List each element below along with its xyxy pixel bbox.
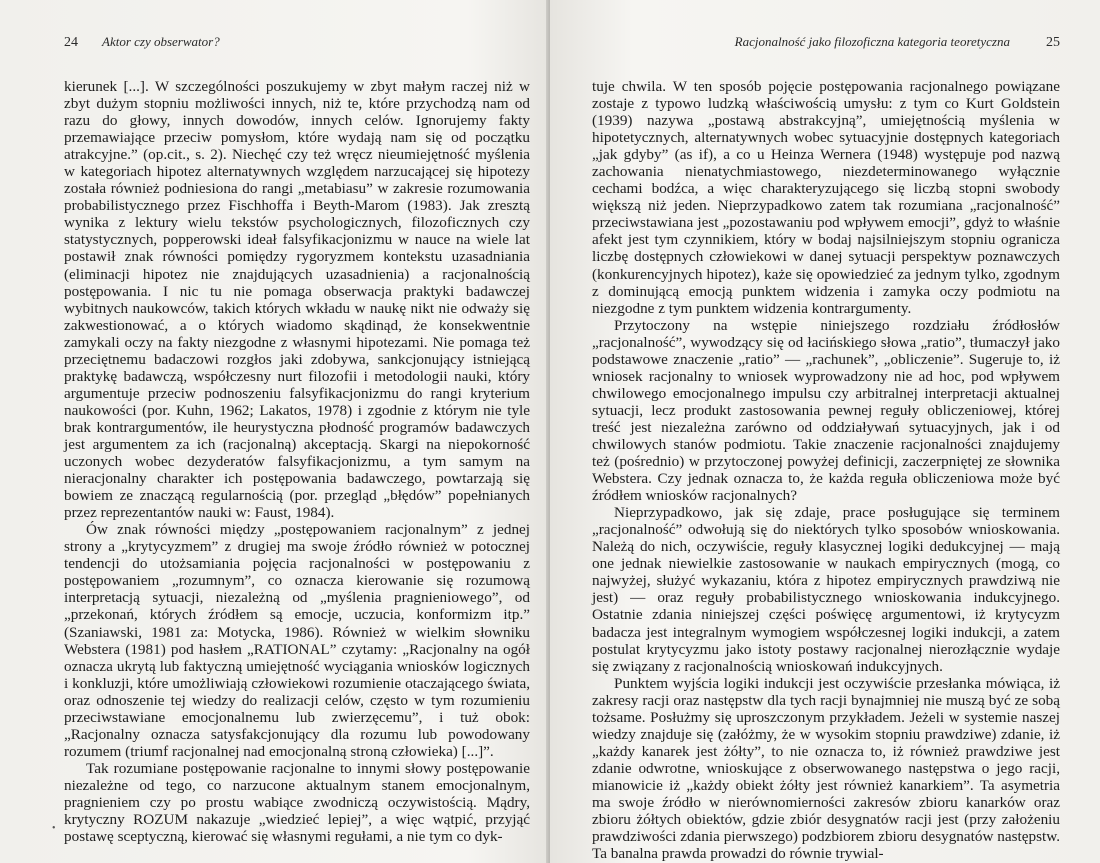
paragraph: Przytoczony na wstępie niniejszego rozdziału źródłosłów „racjonalność”, wywodzący się od łacińskiego słowa „ratio”, tłumaczył jako podstawowe znaczenie „ratio” — „rachunek”, „obliczenie”. Sugeruje to, iż wniosek racjonalny to wniosek wyprowadzony nie ad hoc, pod wpływem chwilowego emocjonalnego impulsu czy arbitralnej interpretacji aktualnej sytuacji, lecz produkt zastosowania pewnej reguły obliczeniowej, której treść jest niezależna zarówno od oddziaływań sytuacyjnych, jak i od chwilowych stanów podmiotu. Takie znaczenie racjonalności znajdujemy też (pośrednio) w przytoczonej powyżej definicji, zaczerpniętej ze słownika Webstera. Czy jednak oznacza to, że każda reguła obliczeniowa może być źródłem wniosków racjonalnych? bbox=[592, 316, 1060, 505]
paragraph: Nieprzypadkowo, jak się zdaje, prace posługujące się terminem „racjonalność” odwołują się do niektórych tylko sposobów wnioskowania. Należą do nich, oczywiście, reguły klasycznej logiki dedukcyjnej — mają one jednak niewielkie zastosowanie w naukach empirycznych (mogą, co najwyżej, służyć wykazaniu, która z hipotez empirycznych prawdziwą nie jest) — oraz reguły probabilistycznego wnioskowania indukcyjnego. Ostatnie zdania niniejszej części poświęcę argumentowi, iż krytycyzm badacza jest integralnym wymogiem współczesnej logiki indukcji, a zatem postulat krytycyzmu jako istoty postawy racjonalnej nierozłącznie wydaje się związany z racjonalnością wnioskowań indukcyjnych. bbox=[592, 504, 1060, 675]
page-number: 25 bbox=[1046, 35, 1060, 50]
right-page-body bbox=[592, 78, 1060, 862]
right-page-header bbox=[592, 34, 1060, 64]
paragraph: Ów znak równości między „postępowaniem racjonalnym” z jednej strony a „krytycyzmem” z drugiej ma swoje źródło również w potocznej tendencji do utożsamiania pojęcia racjonalności w postępowaniu z postępowaniem „rozumnym”, co oznacza kierowanie się rozumową interpretacją sytuacji, niezależną od „myślenia pragnieniowego”, od „przekonań, których źródłem są emocje, uczucia, konformizm itp.” (Szaniawski, 1981 za: Motycka, 1986). Również w wielkim słowniku Webstera (1981) pod hasłem „RATIONAL” czytamy: „Racjonalny na ogół oznacza ukrytą lub faktyczną umiejętność wyciągania wniosków logicznych i konkluzji, które umożliwiają człowiekowi rozumienie otaczającego świata, oraz odnoszenie tej wiedzy do realizacji celów, często w tym rozumieniu przeciwstawiane emocjonalnemu lub zwierzęcemu”, i tuż obok: „Racjonalny oznacza satysfakcjonujący dla rozumu lub powodowany rozumem (triumf racjonalnej nad emocjonalną stroną człowieka) [...]”. bbox=[64, 521, 530, 760]
paragraph: kierunek [...]. W szczególności poszukujemy w zbyt małym raczej niż w zbyt dużym stopniu możliwości innych, niż te, które przychodzą nam od razu do głowy, innych dowodów, innych celów. Ignorujemy fakty przemawiające przeciw pomysłom, które wydają nam się od początku atrakcyjne.” (op.cit., s. 2). Niechęć czy też wręcz nieumiejętność myślenia w kategoriach hipotez alternatywnych względem narzucającej się hipotezy została również podniesiona do rangi „metabiasu” w zakresie rozumowania probabilistycznego przez Fischhoffa i Beyth-Marom (1983). Jak zresztą wynika z lektury wielu tekstów psychologicznych, filozoficznych czy statystycznych, popperowski ideał falsyfikacjonizmu w nauce na wiele lat postawił znak równości pomiędzy rygoryzmem kontekstu uzasadniania (eliminacji hipotez nie znajdujących uzasadnienia) a racjonalnością postępowania. I nic tu nie pomaga obserwacja praktyki badawczej wybitnych naukowców, takich których wkładu w naukę nikt nie odważy się zakwestionować, a o których wiadomo skądinąd, że konsekwentnie zamykali oczy na fakty niezgodne z własnymi hipotezami. Nie pomaga też przeciętnemu badaczowi rozgłos jaki zdobywa, sankcjonujący istniejącą praktykę badawczą, współczesny nurt filozofii i metodologii nauki, który argumentuje przeciw podnoszeniu falsyfikacjonizmu do rangi kryterium naukowości (por. Kuhn, 1962; Lakatos, 1978) i zgodnie z którym nie tyle brak kontrargumentów, ile heurystyczna płodność programów badawczych jest argumentem za ich (racjonalną) akceptacją. Skargi na niepokorność uczonych wobec dezyderatów falsyfikacjonizmu, a tym samym na nieracjonalny charakter ich postępowania badawczego, powtarzają się bowiem ze znaczącą regularnością (por. przegląd „błędów” popełnianych przez reprezentantów nauki w: Faust, 1984). bbox=[64, 78, 530, 522]
page-number: 24 bbox=[64, 35, 78, 50]
left-page-body bbox=[64, 78, 530, 845]
running-title: Racjonalność jako filozoficzna kategoria teoretyczna bbox=[734, 34, 1010, 49]
paragraph: tuje chwila. W ten sposób pojęcie postępowania racjonalnego powiązane zostaje z typowo ludzką właściwością umysłu: z tym co Kurt Goldstein (1939) nazywa „postawą abstrakcyjną”, umiejętnością myślenia w hipotetycznych, alternatywnych wobec sytuacyjnie dostępnych kategoriach „jak gdyby” (as if), a co u Heinza Wernera (1948) występuje pod nazwą zachowania nienatychmiastowego, niezdeterminowanego wyłącznie cechami bodźca, a więc charakteryzującego się liczbą stopni swobody większą niż jeden. Nieprzypadkowo zatem tak rozumiana „racjonalność” przeciwstawiana jest „pozostawaniu pod wpływem emocji”, gdyż to właśnie afekt jest tym czynnikiem, który w bodaj najsilniejszym stopniu ogranicza liczbę dostępnych człowiekowi w danej sytuacji perspektyw poznawczych (konkurencyjnych hipotez), każe się opowiedzieć za jednym tylko, zgodnym z dominującą emocją punktem widzenia i zamyka oczy podmiotu na niezgodne z tym punktem widzenia kontrargumenty. bbox=[592, 78, 1060, 317]
left-page-header bbox=[64, 34, 530, 64]
running-title: Aktor czy obserwator? bbox=[102, 34, 220, 49]
paragraph: Punktem wyjścia logiki indukcji jest oczywiście przesłanka mówiąca, iż zakresy racji oraz następstw dla tych racji bynajmniej nie muszą być ze sobą tożsame. Posłużmy się uproszczonym przykładem. Jeżeli w systemie naszej wiedzy znajduje się (załóżmy, że w wysokim stopniu prawdziwe) zdanie, iż „każdy kanarek jest żółty”, to nie oznacza to, iż również prawdziwe jest zdanie odwrotne, wnioskujące z obserwowanego następstwa o jego racji, mianowicie iż „każdy obiekt żółty jest również kanarkiem”. Ta asymetria ma swoje źródło w nierównomierności zakresów zbioru kanarków oraz zbioru żółtych obiektów, gdzie zbiór desygnatów racji jest (przy założeniu prawdziwości zdania pierwszego) podzbiorem zbioru desygnatów następstw. Ta banalna prawda prowadzi do równie trywial- bbox=[592, 674, 1060, 863]
footer-mark: • bbox=[52, 823, 56, 834]
right-page bbox=[550, 0, 1100, 863]
paragraph: Tak rozumiane postępowanie racjonalne to innymi słowy postępowanie niezależne od tego, co narzucone aktualnym stanem emocjonalnym, pragnieniem czy po prostu wabiące zwodniczą oczywistością. Mądry, krytyczny ROZUM nakazuje „wiedzieć lepiej”, a więc wątpić, przyjąć postawę sceptyczną, kierować się własnymi regułami, a nie tym co dyk- bbox=[64, 759, 530, 846]
